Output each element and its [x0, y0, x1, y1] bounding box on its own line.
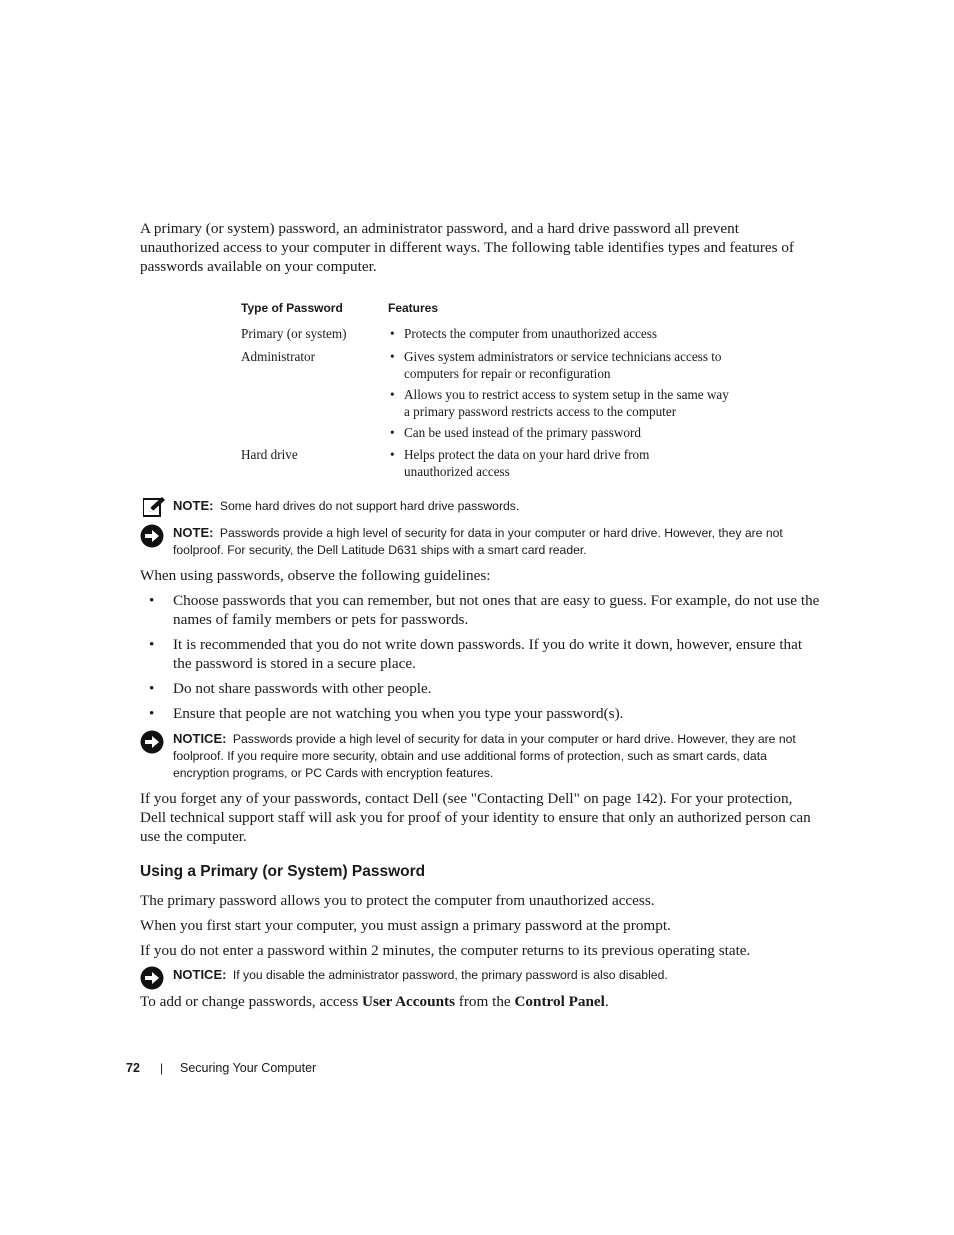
note-label: NOTE:: [173, 498, 214, 513]
user-accounts-term: User Accounts: [362, 993, 455, 1010]
page-number: 72: [126, 1061, 140, 1075]
assign-password-paragraph: When you first start your computer, you must assign a primary password at the prompt.: [140, 917, 671, 934]
notice-text: If you disable the administrator password, the primary password is also disabled.: [232, 968, 668, 982]
forget-paragraph: If you forget any of your passwords, contact Dell (see "Contacting Dell" on page 142). For your protection, Dell technical support staff will ask you for proof of your identity to ensure that only an authorized person can use the computer.: [140, 790, 811, 845]
arrow-notice-icon: [140, 966, 164, 990]
row-type: Hard drive: [241, 447, 298, 462]
password-table: [241, 300, 741, 486]
row-type: Administrator: [241, 349, 315, 364]
section-heading: Using a Primary (or System) Password: [140, 863, 426, 880]
footer-section-title: Securing Your Computer: [180, 1061, 317, 1075]
primary-password-paragraph: The primary password allows you to protect the computer from unauthorized access.: [140, 892, 655, 909]
table-header: [241, 300, 741, 320]
timeout-paragraph: If you do not enter a password within 2 minutes, the computer returns to its previous operating state.: [140, 942, 751, 959]
list-item: • Ensure that people are not watching you when you type your password(s).: [149, 705, 624, 722]
add-change-paragraph: To add or change passwords, access User Accounts from the Control Panel.: [140, 993, 609, 1010]
header-features: Features: [388, 301, 439, 315]
guidelines-intro: When using passwords, observe the following guidelines:: [140, 567, 491, 584]
header-type: Type of Password: [241, 301, 343, 315]
row-type: Primary (or system): [241, 326, 347, 341]
footer-separator: |: [160, 1061, 164, 1075]
guidelines-list: [140, 591, 820, 723]
list-item: • It is recommended that you do not write down passwords. If you do write it down, however, ensure that the password is stored in a secure place.: [149, 636, 803, 672]
table-row: [241, 446, 741, 486]
table-row: [241, 348, 741, 446]
notice-label: NOTICE:: [173, 731, 227, 746]
feature-item: • Helps protect the data on your hard drive from unauthorized access: [390, 447, 650, 479]
table-row: [241, 325, 741, 348]
feature-item: • Allows you to restrict access to system setup in the same way a primary password restricts access to the computer: [390, 387, 729, 419]
feature-item: • Protects the computer from unauthorized access: [390, 326, 658, 341]
arrow-notice-icon: [140, 524, 164, 548]
note-text: Passwords provide a high level of security for data in your computer or hard drive. However, they are not foolproof. For security, the Dell Latitude D631 ships with a smart card reader.: [173, 526, 783, 557]
notice-label: NOTICE:: [173, 967, 227, 982]
pencil-note-icon: [143, 497, 165, 517]
note-text: Some hard drives do not support hard drive passwords.: [219, 499, 520, 513]
list-item: • Do not share passwords with other people.: [149, 680, 432, 697]
list-item: • Choose passwords that you can remember, but not ones that are easy to guess. For example, do not use the names of family members or pets for passwords.: [149, 592, 820, 628]
feature-item: • Can be used instead of the primary password: [390, 425, 641, 440]
notice-text: Passwords provide a high level of security for data in your computer or hard drive. However, they are not foolproof. If you require more security, obtain and use additional forms of protection, such as smart cards, data encryption programs, or PC Cards with encryption features.: [173, 732, 796, 780]
intro-paragraph: A primary (or system) password, an administrator password, and a hard drive password all prevent unauthorized access to your computer in different ways. The following table identifies types and features of passwords available on your computer.: [140, 220, 794, 275]
arrow-notice-icon: [140, 730, 164, 754]
control-panel-term: Control Panel: [514, 993, 605, 1010]
feature-item: • Gives system administrators or service technicians access to computers for repair or reconfiguration: [390, 349, 722, 381]
note-label: NOTE:: [173, 525, 214, 540]
